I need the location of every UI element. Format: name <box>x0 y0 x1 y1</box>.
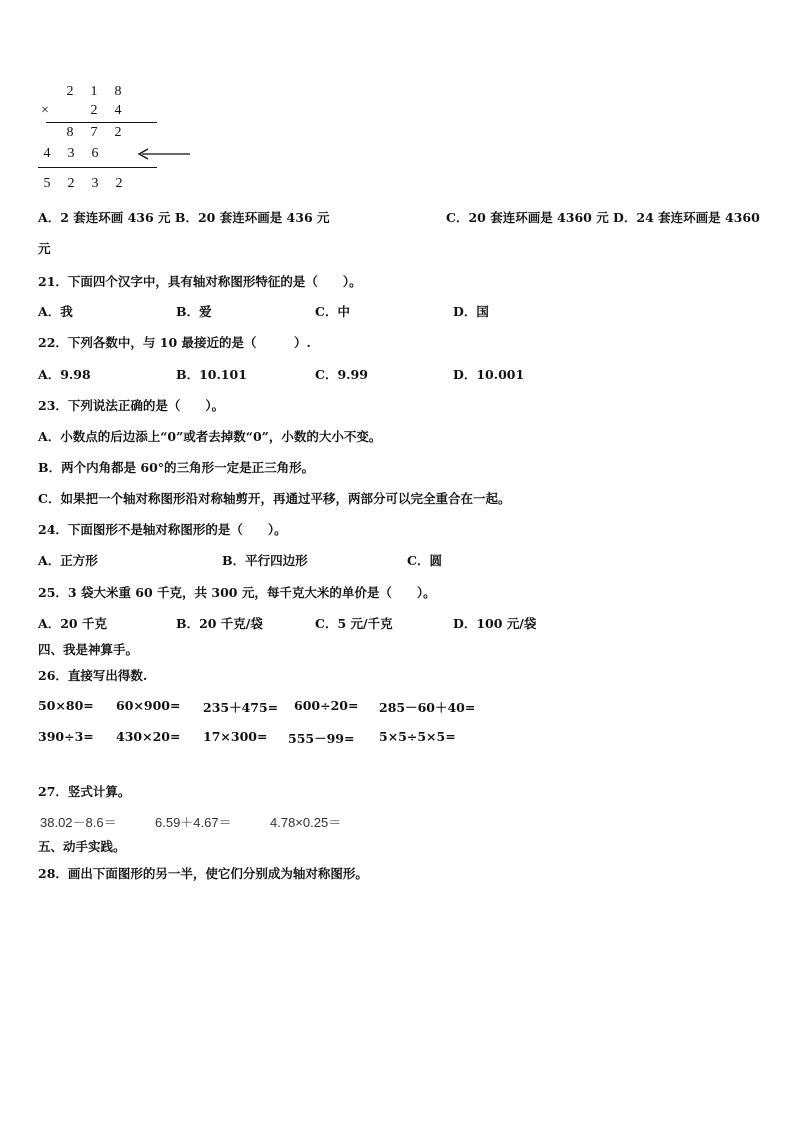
option: B．20 千克/袋 <box>176 616 263 631</box>
digit: 2 <box>114 125 122 140</box>
digit: 7 <box>90 125 98 140</box>
q20-options-left: A．2 套连环画 436 元 B．20 套连环画是 436 元 <box>38 210 330 225</box>
digit: 2 <box>90 103 98 118</box>
digit: 8 <box>114 84 122 99</box>
option: A．我 <box>38 304 73 319</box>
question-25-stem: 25．3 袋大米重 60 千克，共 300 元，每千克大米的单价是（ ）。 <box>38 585 436 600</box>
option: D．国 <box>453 304 489 319</box>
calc-item: 50×80= <box>38 698 94 713</box>
divider-line <box>46 122 157 123</box>
question-23-stem: 23．下列说法正确的是（ ）。 <box>38 398 225 413</box>
option: A．20 千克 <box>38 616 107 631</box>
column-calc-item: 38.02－8.6＝ <box>40 815 117 830</box>
divider-line <box>38 167 157 168</box>
times-sign: × <box>41 103 49 118</box>
calc-item: 17×300= <box>203 729 268 744</box>
digit: 4 <box>43 146 51 161</box>
question-22-stem: 22．下列各数中，与 10 最接近的是（ ）. <box>38 335 311 350</box>
option: B．10.101 <box>176 367 247 382</box>
digit: 3 <box>91 176 99 191</box>
section-heading: 五、动手实践。 <box>38 839 126 854</box>
digit: 1 <box>90 84 98 99</box>
option: C．圆 <box>407 553 442 568</box>
section-heading: 四、我是神算手。 <box>38 642 139 657</box>
option: D．100 元/袋 <box>453 616 537 631</box>
calc-item: 390÷3= <box>38 729 94 744</box>
q20-options-wrap: 元 <box>38 241 51 256</box>
calc-item: 5×5÷5×5= <box>379 729 456 744</box>
calc-item: 600÷20= <box>294 698 359 713</box>
arrow-left-icon <box>136 147 192 161</box>
option: B．平行四边形 <box>222 553 308 568</box>
digit: 2 <box>115 176 123 191</box>
option: B．两个内角都是 60°的三角形一定是正三角形。 <box>38 460 315 475</box>
option: A．小数点的后边添上“0”或者去掉数“0”，小数的大小不变。 <box>38 429 382 444</box>
column-calc-item: 4.78×0.25＝ <box>270 815 342 830</box>
digit: 3 <box>67 146 75 161</box>
calc-item: 235＋475= <box>203 700 279 715</box>
option: C．中 <box>315 304 350 319</box>
option: A．正方形 <box>38 553 98 568</box>
digit: 8 <box>66 125 74 140</box>
option: C．9.99 <box>315 367 368 382</box>
option: C．如果把一个轴对称图形沿对称轴剪开，再通过平移，两部分可以完全重合在一起。 <box>38 491 511 506</box>
calc-item: 285－60＋40= <box>379 700 476 715</box>
digit: 4 <box>114 103 122 118</box>
calc-item: 555－99= <box>288 731 355 746</box>
digit: 2 <box>67 176 75 191</box>
option: A．9.98 <box>38 367 91 382</box>
q20-options-right: C．20 套连环画是 4360 元 D．24 套连环画是 4360 <box>446 210 760 225</box>
question-27-stem: 27．竖式计算。 <box>38 784 131 799</box>
option: C．5 元/千克 <box>315 616 393 631</box>
digit: 2 <box>66 84 74 99</box>
digit: 6 <box>91 146 99 161</box>
column-calc-item: 6.59＋4.67＝ <box>155 815 232 830</box>
question-28-stem: 28．画出下面图形的另一半，使它们分别成为轴对称图形。 <box>38 866 368 881</box>
digit: 5 <box>43 176 51 191</box>
question-24-stem: 24．下面图形不是轴对称图形的是（ ）。 <box>38 522 287 537</box>
calc-item: 60×900= <box>116 698 181 713</box>
question-21-stem: 21．下面四个汉字中，具有轴对称图形特征的是（ ）。 <box>38 274 362 289</box>
calc-item: 430×20= <box>116 729 181 744</box>
question-26-stem: 26．直接写出得数. <box>38 668 148 683</box>
option: B．爱 <box>176 304 212 319</box>
option: D．10.001 <box>453 367 525 382</box>
